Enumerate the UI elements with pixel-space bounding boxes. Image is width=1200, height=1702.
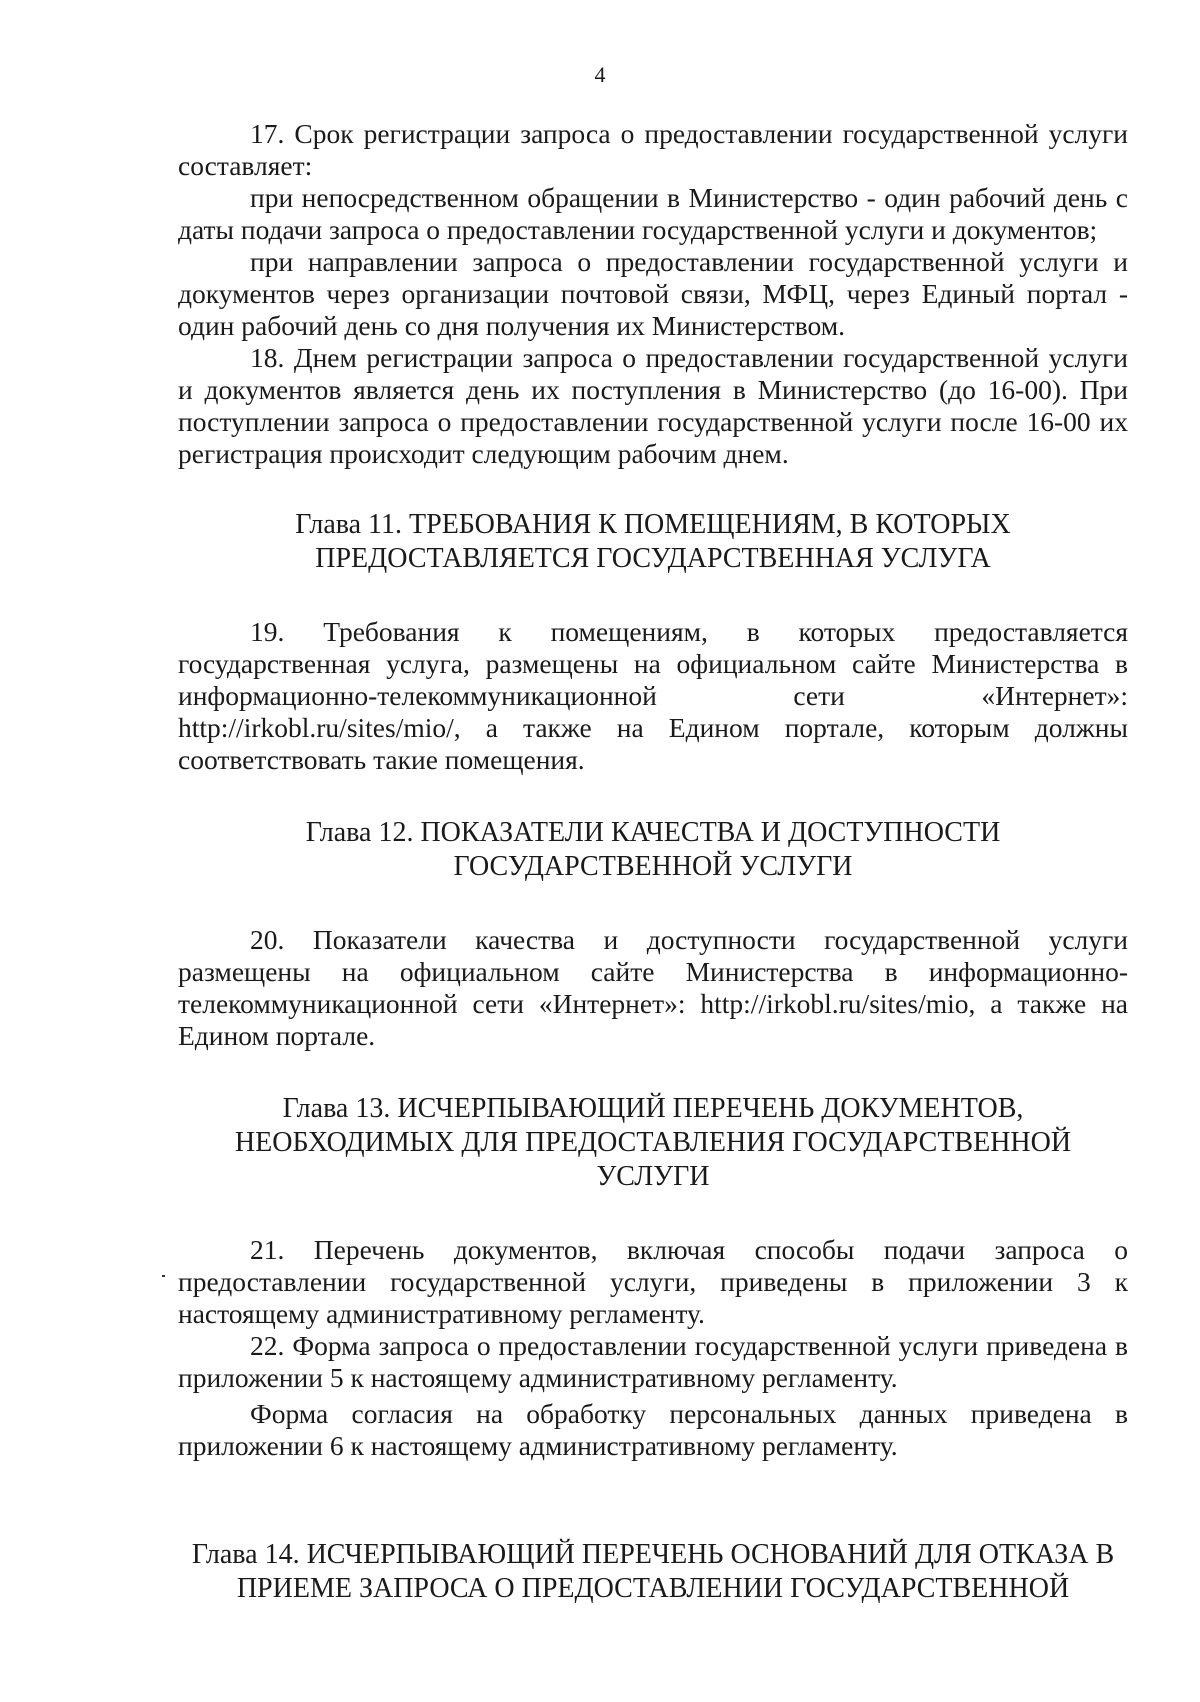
chapter-13-heading [178, 1092, 1128, 1194]
scan-speck-mark [162, 1275, 165, 1277]
document-body [178, 118, 1128, 1606]
paragraph-19: 19. Требования к помещениям, в которых предоставляется государственная услуга, размещены на официальном сайте Министерства в информационно-телекоммуникационной сети «Интернет»: http://irkobl.ru/sites/mio/, а также на Едином портале, которым должны соответствовать такие помещения. [178, 616, 1128, 775]
paragraph-21: 21. Перечень документов, включая способы подачи запроса о предоставлении государственной услуги, приведены в приложении 3 к настоящему административному регламенту. [178, 1234, 1128, 1329]
paragraph-17-direct: при непосредственном обращении в Министерство - один рабочий день с даты подачи запроса о предоставлении государственной услуги и документов; [178, 182, 1128, 245]
chapter-12-heading [178, 816, 1128, 884]
paragraph-17-mail: при направлении запроса о предоставлении государственной услуги и документов через организации почтовой связи, МФЦ, через Единый портал - один рабочий день со дня получения их Министерством. [178, 246, 1128, 341]
paragraph-22: 22. Форма запроса о предоставлении государственной услуги приведена в приложении 5 к настоящему административному регламенту. [178, 1330, 1128, 1393]
paragraph-22-consent: Форма согласия на обработку персональных данных приведена в приложении 6 к настоящему административному регламенту. [178, 1398, 1128, 1461]
chapter-12-title-line-2: ГОСУДАРСТВЕННОЙ УСЛУГИ [453, 851, 853, 882]
chapter-12-title-line-1: Глава 12. ПОКАЗАТЕЛИ КАЧЕСТВА И ДОСТУПНОСТИ [305, 817, 1001, 848]
chapter-13-title-line-3: УСЛУГИ [596, 1161, 710, 1192]
chapter-11-heading [178, 508, 1128, 576]
paragraph-18: 18. Днем регистрации запроса о предоставлении государственной услуги и документов является день их поступления в Министерство (до 16-00). При поступлении запроса о предоставлении государственной услуги после 16-00 их регистрация происходит следующим рабочим днем. [178, 342, 1128, 469]
paragraph-17-intro: 17. Срок регистрации запроса о предоставлении государственной услуги составляет: [178, 118, 1128, 181]
chapter-14-title-line-1: Глава 14. ИСЧЕРПЫВАЮЩИЙ ПЕРЕЧЕНЬ ОСНОВАНИЙ ДЛЯ ОТКАЗА В [191, 1539, 1115, 1570]
chapter-14-heading [178, 1538, 1128, 1606]
chapter-11-title-line-2: ПРЕДОСТАВЛЯЕТСЯ ГОСУДАРСТВЕННАЯ УСЛУГА [315, 543, 991, 574]
chapter-13-title-line-1: Глава 13. ИСЧЕРПЫВАЮЩИЙ ПЕРЕЧЕНЬ ДОКУМЕНТОВ, [282, 1093, 1024, 1124]
page-number: 4 [594, 62, 606, 87]
paragraph-20: 20. Показатели качества и доступности государственной услуги размещены на официальном сайте Министерства в информационно-телекоммуникационной сети «Интернет»: http://irkobl.ru/sites/mio, а также на Едином портале. [178, 924, 1128, 1051]
chapter-14-title-line-2: ПРИЕМЕ ЗАПРОСА О ПРЕДОСТАВЛЕНИИ ГОСУДАРСТВЕННОЙ [236, 1573, 1070, 1604]
chapter-13-title-line-2: НЕОБХОДИМЫХ ДЛЯ ПРЕДОСТАВЛЕНИЯ ГОСУДАРСТВЕННОЙ [234, 1127, 1072, 1158]
chapter-11-title-line-1: Глава 11. ТРЕБОВАНИЯ К ПОМЕЩЕНИЯМ, В КОТОРЫХ [295, 509, 1011, 540]
